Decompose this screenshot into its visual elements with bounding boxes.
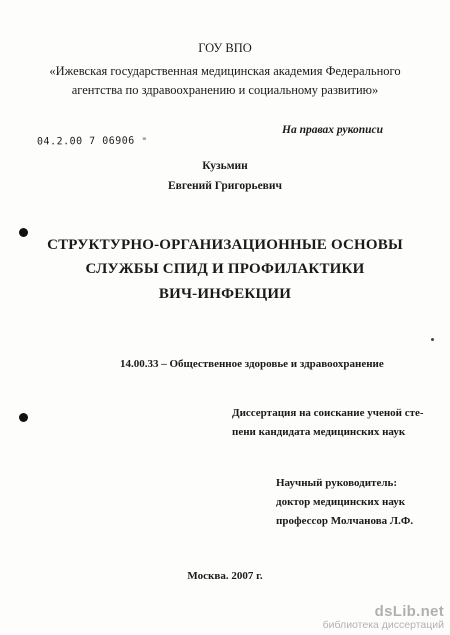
rights-note: На правах рукописи <box>282 124 384 136</box>
thesis-title-line3: ВИЧ-ИНФЕКЦИИ <box>158 286 292 302</box>
watermark-logo: dsLib.net <box>374 603 444 620</box>
thesis-title-line1: СТРУКТУРНО-ОРГАНИЗАЦИОННЫЕ ОСНОВЫ <box>47 237 403 253</box>
supervisor-label: Научный руководитель: <box>276 477 397 489</box>
org-short-name: ГОУ ВПО <box>198 41 252 55</box>
city-year: Москва. 2007 г. <box>187 570 263 582</box>
org-full-name-line2: агентства по здравоохранению и социальному развитию» <box>71 83 379 97</box>
supervisor-name: профессор Молчанова Л.Ф. <box>276 515 414 527</box>
thesis-title-line2: СЛУЖБЫ СПИД И ПРОФИЛАКТИКИ <box>85 261 365 277</box>
org-full-name-line1: «Ижевская государственная медицинская академия Федерального <box>49 64 401 78</box>
watermark-subtitle: библиотека диссертаций <box>322 619 444 631</box>
author-name-patronymic: Евгений Григорьевич <box>167 180 282 192</box>
registration-stamp-number: 04.2.00 7 06906 ⁼ <box>36 135 148 148</box>
scan-speck <box>431 338 434 341</box>
specialty-code: 14.00.33 – Общественное здоровье и здравоохранение <box>120 358 384 370</box>
dslib-watermark <box>323 603 444 631</box>
supervisor-degree: доктор медицинских наук <box>276 496 406 508</box>
dissertation-statement-line2: пени кандидата медицинских наук <box>232 426 406 438</box>
dissertation-statement-line1: Диссертация на соискание ученой сте- <box>232 407 424 419</box>
dissertation-statement <box>232 404 424 442</box>
supervisor-block <box>276 474 413 531</box>
punch-hole-mark <box>19 228 28 237</box>
punch-hole-mark <box>19 413 28 422</box>
author-surname: Кузьмин <box>202 160 248 172</box>
